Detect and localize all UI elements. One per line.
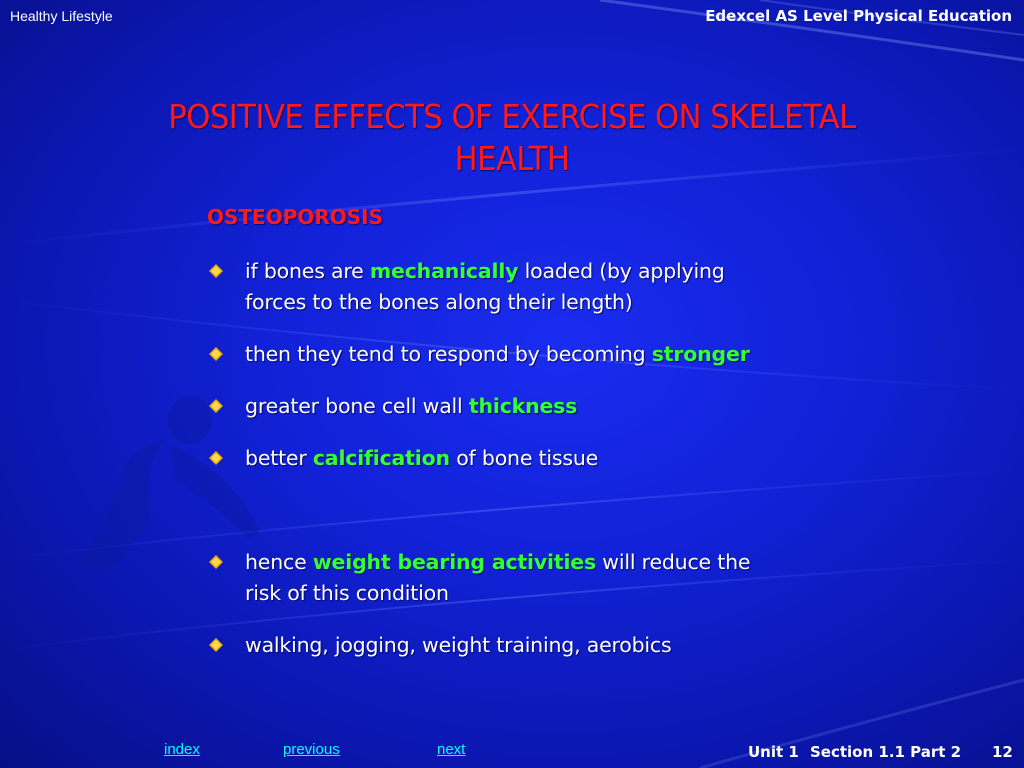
footer-section: Section 1.1 Part 2 bbox=[810, 743, 962, 761]
slide-title-line-2: HEALTH bbox=[454, 139, 570, 178]
bullet-text: loaded (by applying bbox=[518, 259, 725, 283]
bullet-text: then they tend to respond by becoming bbox=[245, 342, 652, 366]
diamond-bullet-icon bbox=[209, 451, 223, 465]
bullet-item bbox=[208, 443, 828, 474]
footer-unit: Unit 1 bbox=[748, 743, 799, 761]
bullet-text: walking, jogging, weight training, aerobics bbox=[245, 633, 672, 657]
diamond-bullet-icon bbox=[209, 347, 223, 361]
diamond-bullet-icon bbox=[209, 264, 223, 278]
bullet-item bbox=[208, 547, 828, 609]
bullet-item bbox=[208, 339, 828, 370]
bullet-emphasis: mechanically bbox=[369, 259, 519, 283]
diamond-bullet-icon bbox=[209, 399, 223, 413]
section-heading: OSTEOPOROSIS bbox=[207, 205, 384, 229]
bullet-text: forces to the bones along their length) bbox=[245, 290, 633, 314]
index-link[interactable]: index bbox=[164, 741, 200, 758]
page-number: 12 bbox=[992, 743, 1013, 761]
bullet-text: better bbox=[245, 446, 313, 470]
bullet-text: will reduce the bbox=[595, 550, 751, 574]
next-link[interactable]: next bbox=[437, 741, 466, 758]
bullet-emphasis: stronger bbox=[651, 342, 750, 366]
athlete-silhouette bbox=[80, 396, 260, 570]
diamond-bullet-icon bbox=[209, 555, 223, 569]
bullet-emphasis: thickness bbox=[468, 394, 578, 418]
bullet-text: risk of this condition bbox=[245, 581, 449, 605]
bullet-item bbox=[208, 630, 828, 661]
header-course-title: Edexcel AS Level Physical Education bbox=[705, 7, 1012, 25]
header-course-topic: Healthy Lifestyle bbox=[10, 8, 113, 24]
slide-title-line-1: POSITIVE EFFECTS OF EXERCISE ON SKELETAL bbox=[168, 97, 856, 136]
diamond-bullet-icon bbox=[209, 638, 223, 652]
bullet-text: hence bbox=[245, 550, 313, 574]
bullet-item bbox=[208, 391, 828, 422]
previous-link[interactable]: previous bbox=[283, 741, 340, 758]
bullet-text: if bones are bbox=[245, 259, 370, 283]
bullet-emphasis: weight bearing activities bbox=[312, 550, 596, 574]
bullet-emphasis: calcification bbox=[312, 446, 450, 470]
slide-title bbox=[92, 96, 933, 180]
bullet-item bbox=[208, 256, 828, 318]
bullet-text: of bone tissue bbox=[449, 446, 599, 470]
bullet-text: greater bone cell wall bbox=[245, 394, 469, 418]
